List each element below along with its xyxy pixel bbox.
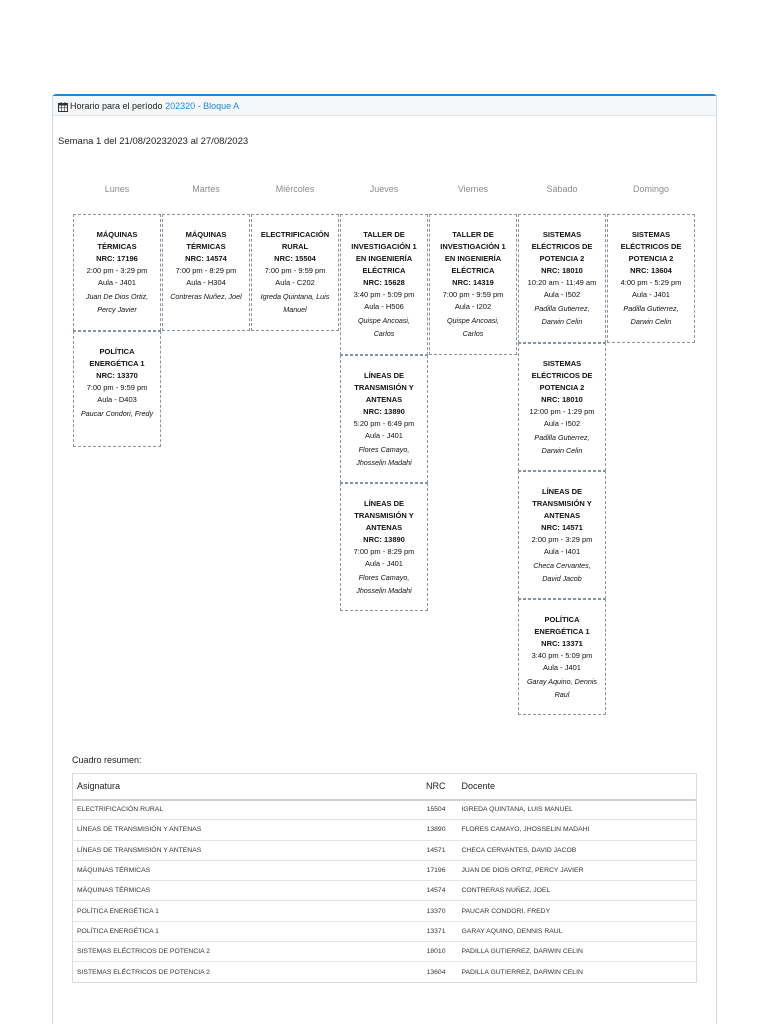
class-professor: Flores Camayo, Jhosselin Madahi — [356, 573, 412, 595]
class-professor: Padilla Gutierrez, Darwin Celin — [534, 304, 590, 326]
class-room: Aula - H304 — [186, 278, 226, 287]
class-block[interactable] — [251, 214, 339, 331]
day-header-martes: Martes — [192, 184, 220, 194]
cell-nrc: 14571 — [413, 840, 458, 860]
summary-table — [72, 773, 697, 983]
cell-subject: LÍNEAS DE TRANSMISIÓN Y ANTENAS — [73, 840, 413, 860]
class-name: ELECTRIFICACIÓN RURAL — [260, 230, 330, 251]
class-name: POLÍTICA ENERGÉTICA 1 — [89, 347, 145, 368]
class-professor: Contreras Nuñez, Joel — [170, 292, 242, 301]
table-row — [73, 820, 697, 840]
class-nrc: NRC: 14319 — [452, 278, 494, 287]
class-room: Aula - J401 — [632, 290, 670, 299]
class-time: 12:00 pm - 1:29 pm — [529, 407, 595, 416]
class-room: Aula - J401 — [543, 663, 581, 672]
class-professor: Padilla Gutierrez, Darwin Celin — [623, 304, 679, 326]
cell-subject: MÁQUINAS TÉRMICAS — [73, 881, 413, 901]
class-name: MÁQUINAS TÉRMICAS — [96, 230, 138, 251]
class-room: Aula - I502 — [543, 290, 581, 299]
cell-nrc: 17196 — [413, 860, 458, 880]
cell-subject: MÁQUINAS TÉRMICAS — [73, 860, 413, 880]
table-row — [73, 962, 697, 982]
cell-nrc: 13371 — [413, 921, 458, 941]
class-professor: Garay Aquino, Dennis Raul — [526, 677, 598, 699]
class-nrc: NRC: 13604 — [630, 266, 672, 275]
class-room: Aula - I502 — [543, 419, 581, 428]
cell-nrc: 14574 — [413, 881, 458, 901]
class-time: 7:00 pm - 9:59 pm — [442, 290, 504, 299]
class-room: Aula - D403 — [97, 395, 137, 404]
class-block[interactable] — [429, 214, 517, 355]
class-block[interactable] — [340, 214, 428, 355]
class-time: 4:00 pm - 5:29 pm — [620, 278, 682, 287]
class-time: 7:00 pm - 9:59 pm — [86, 383, 148, 392]
class-nrc: NRC: 17196 — [96, 254, 138, 263]
class-room: Aula - J401 — [365, 559, 403, 568]
class-name: SISTEMAS ELÉCTRICOS DE POTENCIA 2 — [620, 230, 682, 263]
class-block[interactable] — [340, 483, 428, 611]
table-row — [73, 921, 697, 941]
class-time: 7:00 pm - 9:59 pm — [264, 266, 326, 275]
class-nrc: NRC: 13371 — [541, 639, 583, 648]
class-professor: Quispe Ancoasi, Carlos — [357, 316, 411, 338]
class-professor: Flores Camayo, Jhosselin Madahi — [356, 445, 412, 467]
table-row — [73, 942, 697, 962]
table-row — [73, 901, 697, 921]
class-room: Aula - H506 — [364, 302, 404, 311]
class-block[interactable] — [73, 214, 161, 331]
class-professor: Quispe Ancoasi, Carlos — [446, 316, 500, 338]
class-room: Aula - C202 — [275, 278, 315, 287]
class-block[interactable] — [162, 214, 250, 331]
class-room: Aula - J401 — [98, 278, 136, 287]
class-block[interactable] — [607, 214, 695, 343]
cell-teacher: IGREDA QUINTANA, LUIS MANUEL — [458, 800, 697, 820]
class-nrc: NRC: 13890 — [363, 535, 405, 544]
cell-nrc: 13370 — [413, 901, 458, 921]
calendar-icon — [58, 102, 68, 112]
class-professor: Juan De Dios Ortiz, Percy Javier — [85, 292, 149, 314]
class-time: 2:00 pm - 3:29 pm — [86, 266, 148, 275]
header-teacher: Docente — [458, 774, 697, 800]
summary-title: Cuadro resumen: — [72, 755, 142, 765]
class-professor: Paucar Condori, Fredy — [80, 409, 154, 418]
class-block[interactable] — [518, 214, 606, 343]
day-header-jueves: Jueves — [369, 184, 399, 194]
cell-subject: SISTEMAS ELÉCTRICOS DE POTENCIA 2 — [73, 942, 413, 962]
day-header-domingo: Domingo — [632, 184, 670, 194]
cell-teacher: GARAY AQUINO, DENNIS RAUL — [458, 921, 697, 941]
week-label: Semana 1 del 21/08/20232023 al 27/08/2023 — [58, 136, 249, 147]
cell-teacher: PAUCAR CONDORI, FREDY — [458, 901, 697, 921]
class-name: LÍNEAS DE TRANSMISIÓN Y ANTENAS — [354, 499, 414, 532]
class-block[interactable] — [518, 471, 606, 599]
class-time: 3:40 pm - 5:09 pm — [353, 290, 415, 299]
class-professor: Igreda Quintana, Luis Manuel — [260, 292, 330, 314]
cell-teacher: PADILLA GUTIERREZ, DARWIN CELIN — [458, 942, 697, 962]
class-nrc: NRC: 13370 — [96, 371, 138, 380]
cell-nrc: 13604 — [413, 962, 458, 982]
class-room: Aula - I202 — [454, 302, 492, 311]
class-professor: Checa Cervantes, David Jacob — [533, 561, 591, 583]
summary-header-row — [73, 774, 697, 800]
class-name: SISTEMAS ELÉCTRICOS DE POTENCIA 2 — [531, 359, 593, 392]
class-professor: Padilla Gutierrez, Darwin Celin — [534, 433, 590, 455]
class-name: TALLER DE INVESTIGACIÓN 1 EN INGENIERÍA ELÉCTRICA — [351, 230, 417, 275]
class-block[interactable] — [518, 343, 606, 471]
table-row — [73, 881, 697, 901]
cell-teacher: FLORES CAMAYO, JHOSSELIN MADAHI — [458, 820, 697, 840]
day-header-miercoles: Miércoles — [275, 184, 315, 194]
table-row — [73, 800, 697, 820]
class-nrc: NRC: 14574 — [185, 254, 227, 263]
class-block[interactable] — [340, 355, 428, 483]
class-name: TALLER DE INVESTIGACIÓN 1 EN INGENIERÍA ELÉCTRICA — [440, 230, 506, 275]
day-header-sabado: Sábado — [546, 184, 578, 194]
cell-subject: POLÍTICA ENERGÉTICA 1 — [73, 901, 413, 921]
class-time: 10:20 am - 11:49 am — [527, 278, 597, 287]
cell-nrc: 13890 — [413, 820, 458, 840]
header-nrc: NRC — [413, 774, 458, 800]
cell-nrc: 15504 — [413, 800, 458, 820]
table-row — [73, 860, 697, 880]
cell-teacher: PADILLA GUTIERREZ, DARWIN CELIN — [458, 962, 697, 982]
class-time: 2:00 pm - 3:29 pm — [531, 535, 593, 544]
class-nrc: NRC: 18010 — [541, 266, 583, 275]
class-block[interactable] — [518, 599, 606, 715]
cell-subject: ELECTRIFICACIÓN RURAL — [73, 800, 413, 820]
day-header-lunes: Lunes — [104, 184, 130, 194]
cell-nrc: 18010 — [413, 942, 458, 962]
class-nrc: NRC: 15628 — [363, 278, 405, 287]
cell-teacher: CHECA CERVANTES, DAVID JACOB — [458, 840, 697, 860]
cell-subject: LÍNEAS DE TRANSMISIÓN Y ANTENAS — [73, 820, 413, 840]
class-nrc: NRC: 18010 — [541, 395, 583, 404]
class-time: 7:00 pm - 8:29 pm — [175, 266, 237, 275]
class-name: LÍNEAS DE TRANSMISIÓN Y ANTENAS — [532, 487, 592, 520]
cell-teacher: CONTRERAS NUÑEZ, JOEL — [458, 881, 697, 901]
class-name: LÍNEAS DE TRANSMISIÓN Y ANTENAS — [354, 371, 414, 404]
class-time: 7:00 pm - 8:29 pm — [353, 547, 415, 556]
class-room: Aula - I401 — [543, 547, 581, 556]
cell-subject: SISTEMAS ELÉCTRICOS DE POTENCIA 2 — [73, 962, 413, 982]
class-block[interactable] — [73, 331, 161, 447]
day-header-viernes: Viernes — [457, 184, 489, 194]
class-name: SISTEMAS ELÉCTRICOS DE POTENCIA 2 — [531, 230, 593, 263]
table-row — [73, 840, 697, 860]
class-time: 5:20 pm - 6:49 pm — [353, 419, 415, 428]
panel-title: Horario para el período — [70, 101, 163, 111]
class-room: Aula - J401 — [365, 431, 403, 440]
panel-header — [53, 96, 716, 116]
period-link[interactable]: 202320 - Bloque A — [165, 101, 240, 111]
class-nrc: NRC: 15504 — [274, 254, 316, 263]
cell-teacher: JUAN DE DIOS ORTIZ, PERCY JAVIER — [458, 860, 697, 880]
header-subject: Asignatura — [73, 774, 413, 800]
class-name: POLÍTICA ENERGÉTICA 1 — [534, 615, 590, 636]
class-name: MÁQUINAS TÉRMICAS — [185, 230, 227, 251]
class-nrc: NRC: 14571 — [541, 523, 583, 532]
class-nrc: NRC: 13890 — [363, 407, 405, 416]
cell-subject: POLÍTICA ENERGÉTICA 1 — [73, 921, 413, 941]
class-time: 3:40 pm - 5:09 pm — [531, 651, 593, 660]
